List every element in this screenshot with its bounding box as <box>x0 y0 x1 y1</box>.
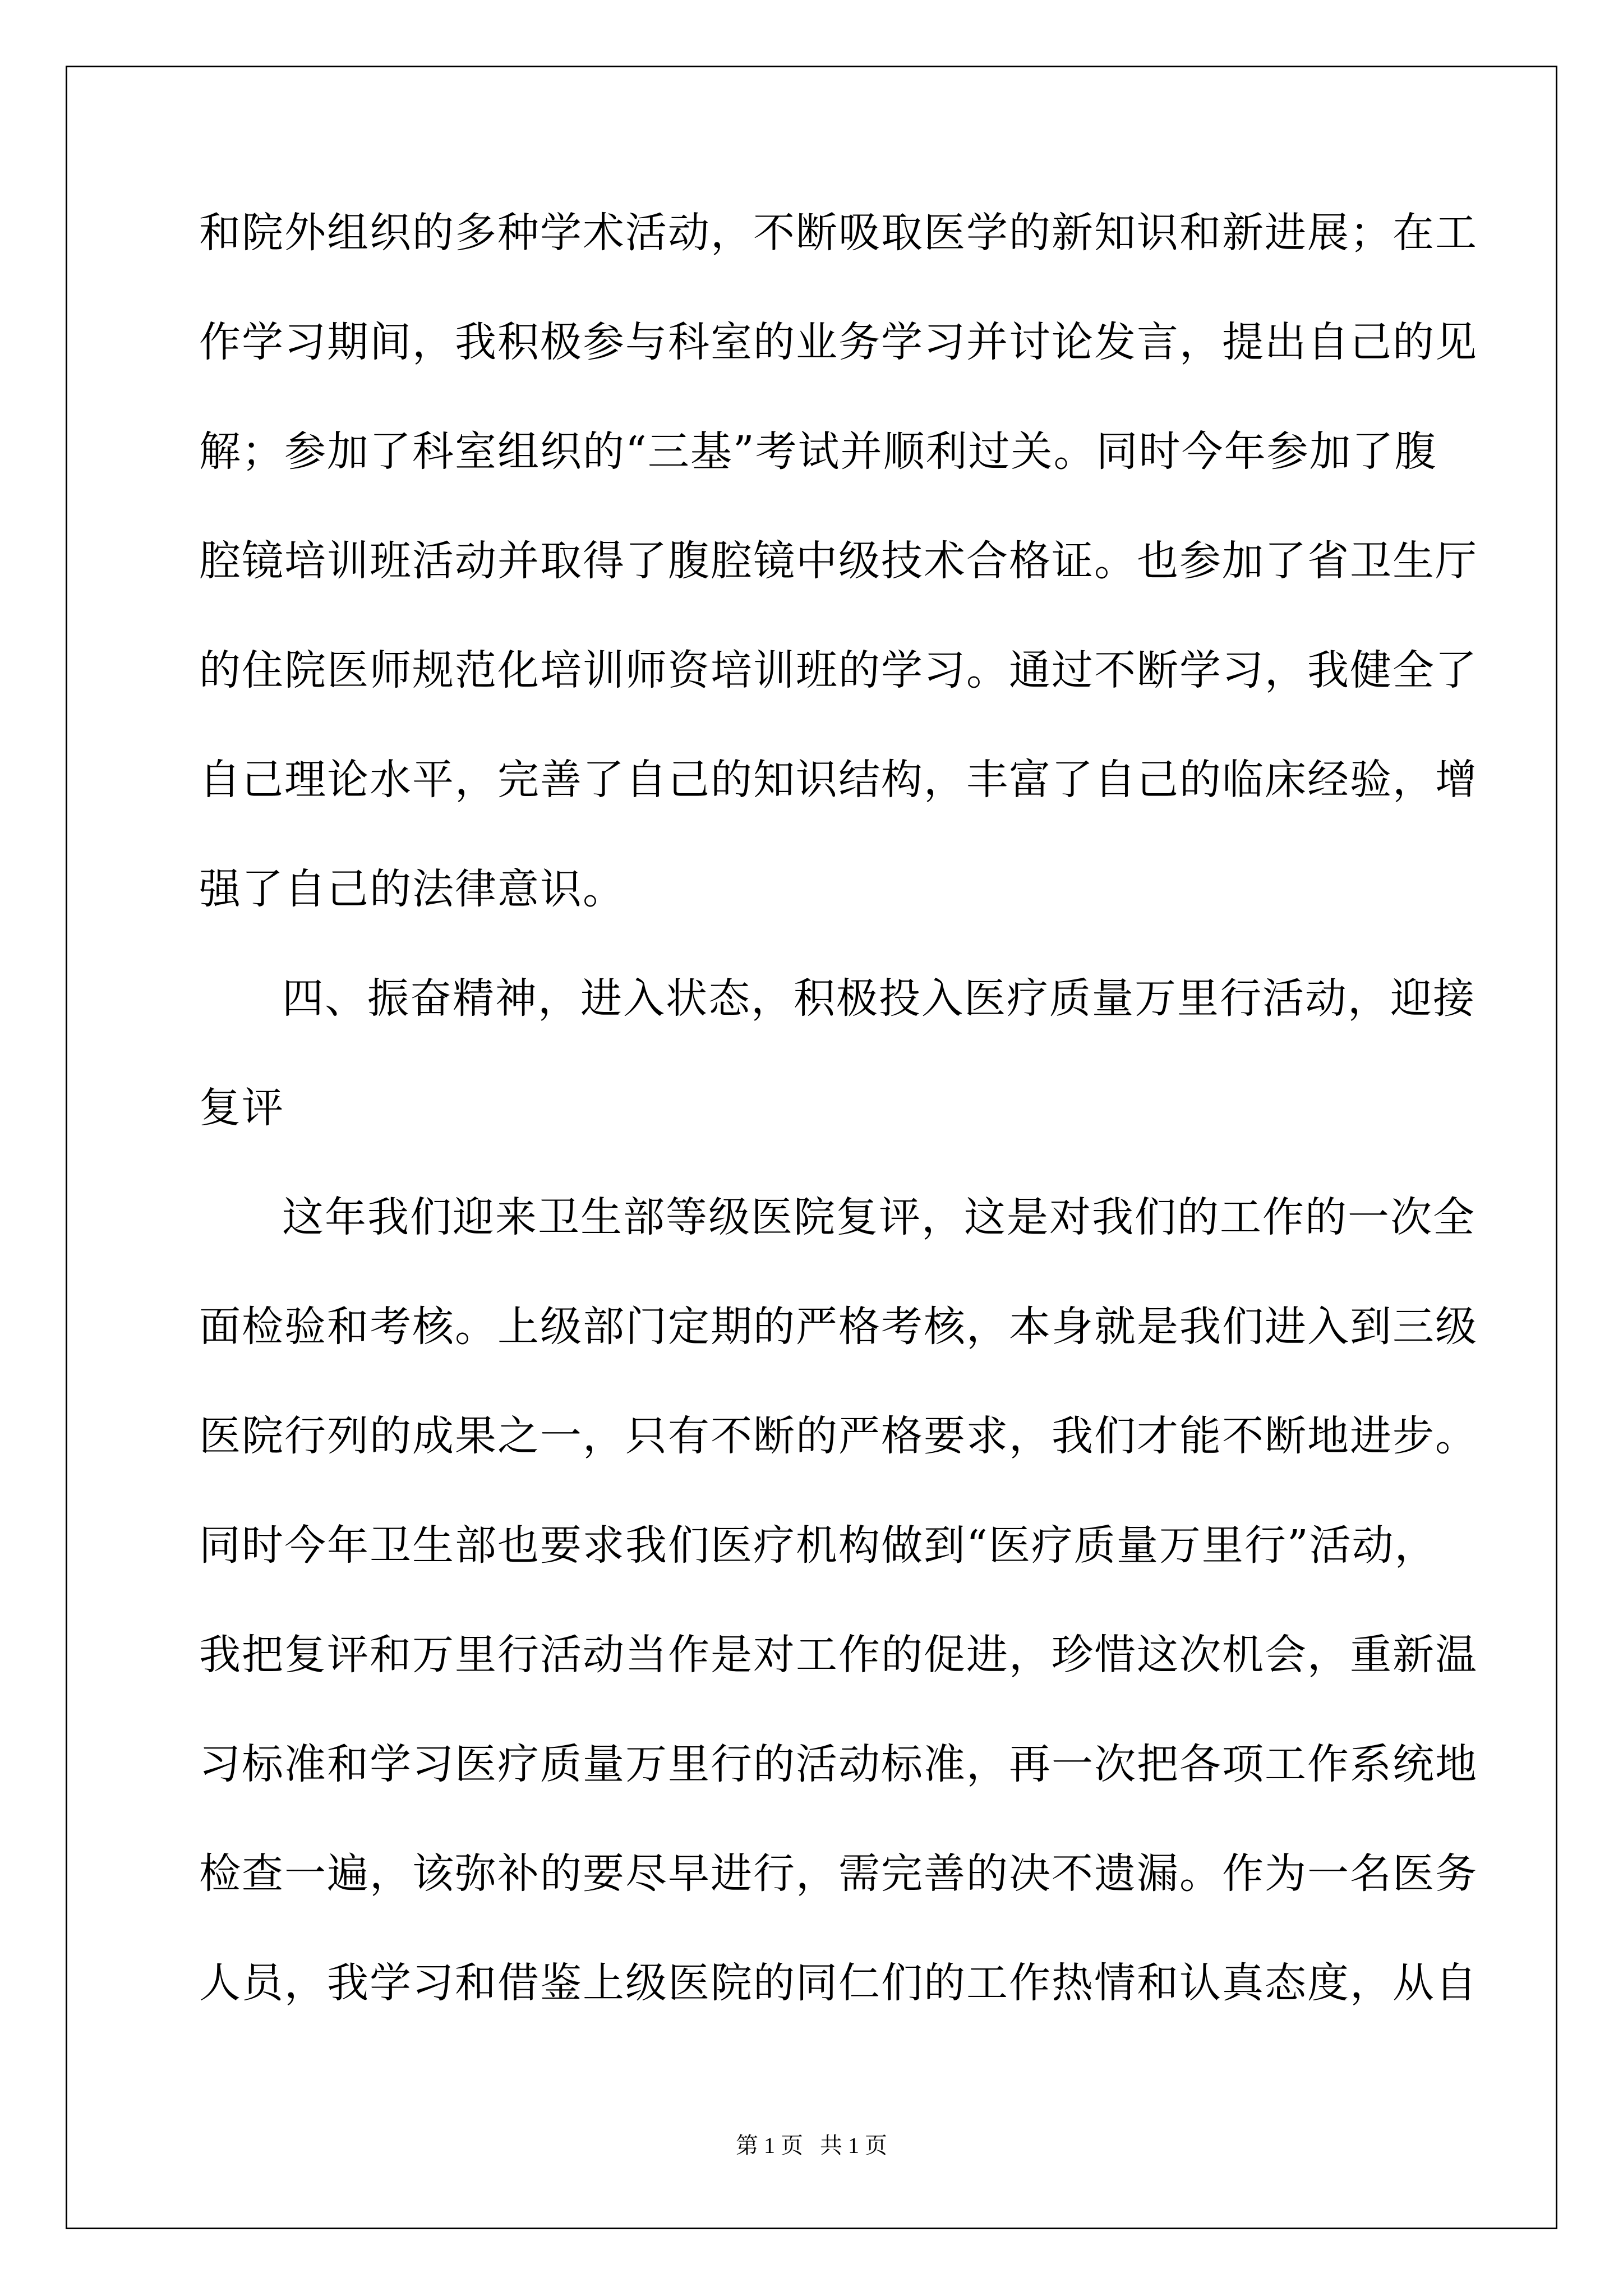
text-line: 强了自己的法律意识。 <box>199 865 625 913</box>
text-line: 同时今年卫生部也要求我们医疗机构做到“医疗质量万里行”活动， <box>199 1521 1437 1570</box>
text-line: 腔镜培训班活动并取得了腹腔镜中级技术合格证。也参加了省卫生厅 <box>199 537 1478 585</box>
text-line: 人员，我学习和借鉴上级医院的同仁们的工作热情和认真态度，从自 <box>199 1959 1478 2007</box>
text-line: 和院外组织的多种学术活动，不断吸取医学的新知识和新进展；在工 <box>199 209 1478 257</box>
page-number-footer: 第 1 页 共 1 页 <box>736 2133 887 2158</box>
section-heading-line: 复评 <box>199 1084 284 1132</box>
text-line: 这年我们迎来卫生部等级医院复评，这是对我们的工作的一次全 <box>282 1193 1476 1241</box>
section-heading-line: 四、振奋精神，进入状态，积极投入医疗质量万里行活动，迎接 <box>282 974 1476 1023</box>
page-border <box>66 66 1557 2229</box>
text-line: 面检验和考核。上级部门定期的严格考核，本身就是我们进入到三级 <box>199 1303 1478 1351</box>
text-line: 检查一遍，该弥补的要尽早进行，需完善的决不遗漏。作为一名医务 <box>199 1849 1478 1898</box>
text-line: 医院行列的成果之一，只有不断的严格要求，我们才能不断地进步。 <box>199 1412 1478 1460</box>
text-line: 的住院医师规范化培训师资培训班的学习。通过不断学习，我健全了 <box>199 646 1478 694</box>
text-line: 习标准和学习医疗质量万里行的活动标准，再一次把各项工作系统地 <box>199 1740 1478 1788</box>
text-line: 解；参加了科室组织的“三基”考试并顺利过关。同时今年参加了腹 <box>199 427 1437 476</box>
text-line: 作学习期间，我积极参与科室的业务学习并讨论发言，提出自己的见 <box>199 318 1478 366</box>
text-line: 我把复评和万里行活动当作是对工作的促进，珍惜这次机会，重新温 <box>199 1631 1478 1679</box>
text-line: 自己理论水平，完善了自己的知识结构，丰富了自己的临床经验，增 <box>199 756 1478 804</box>
